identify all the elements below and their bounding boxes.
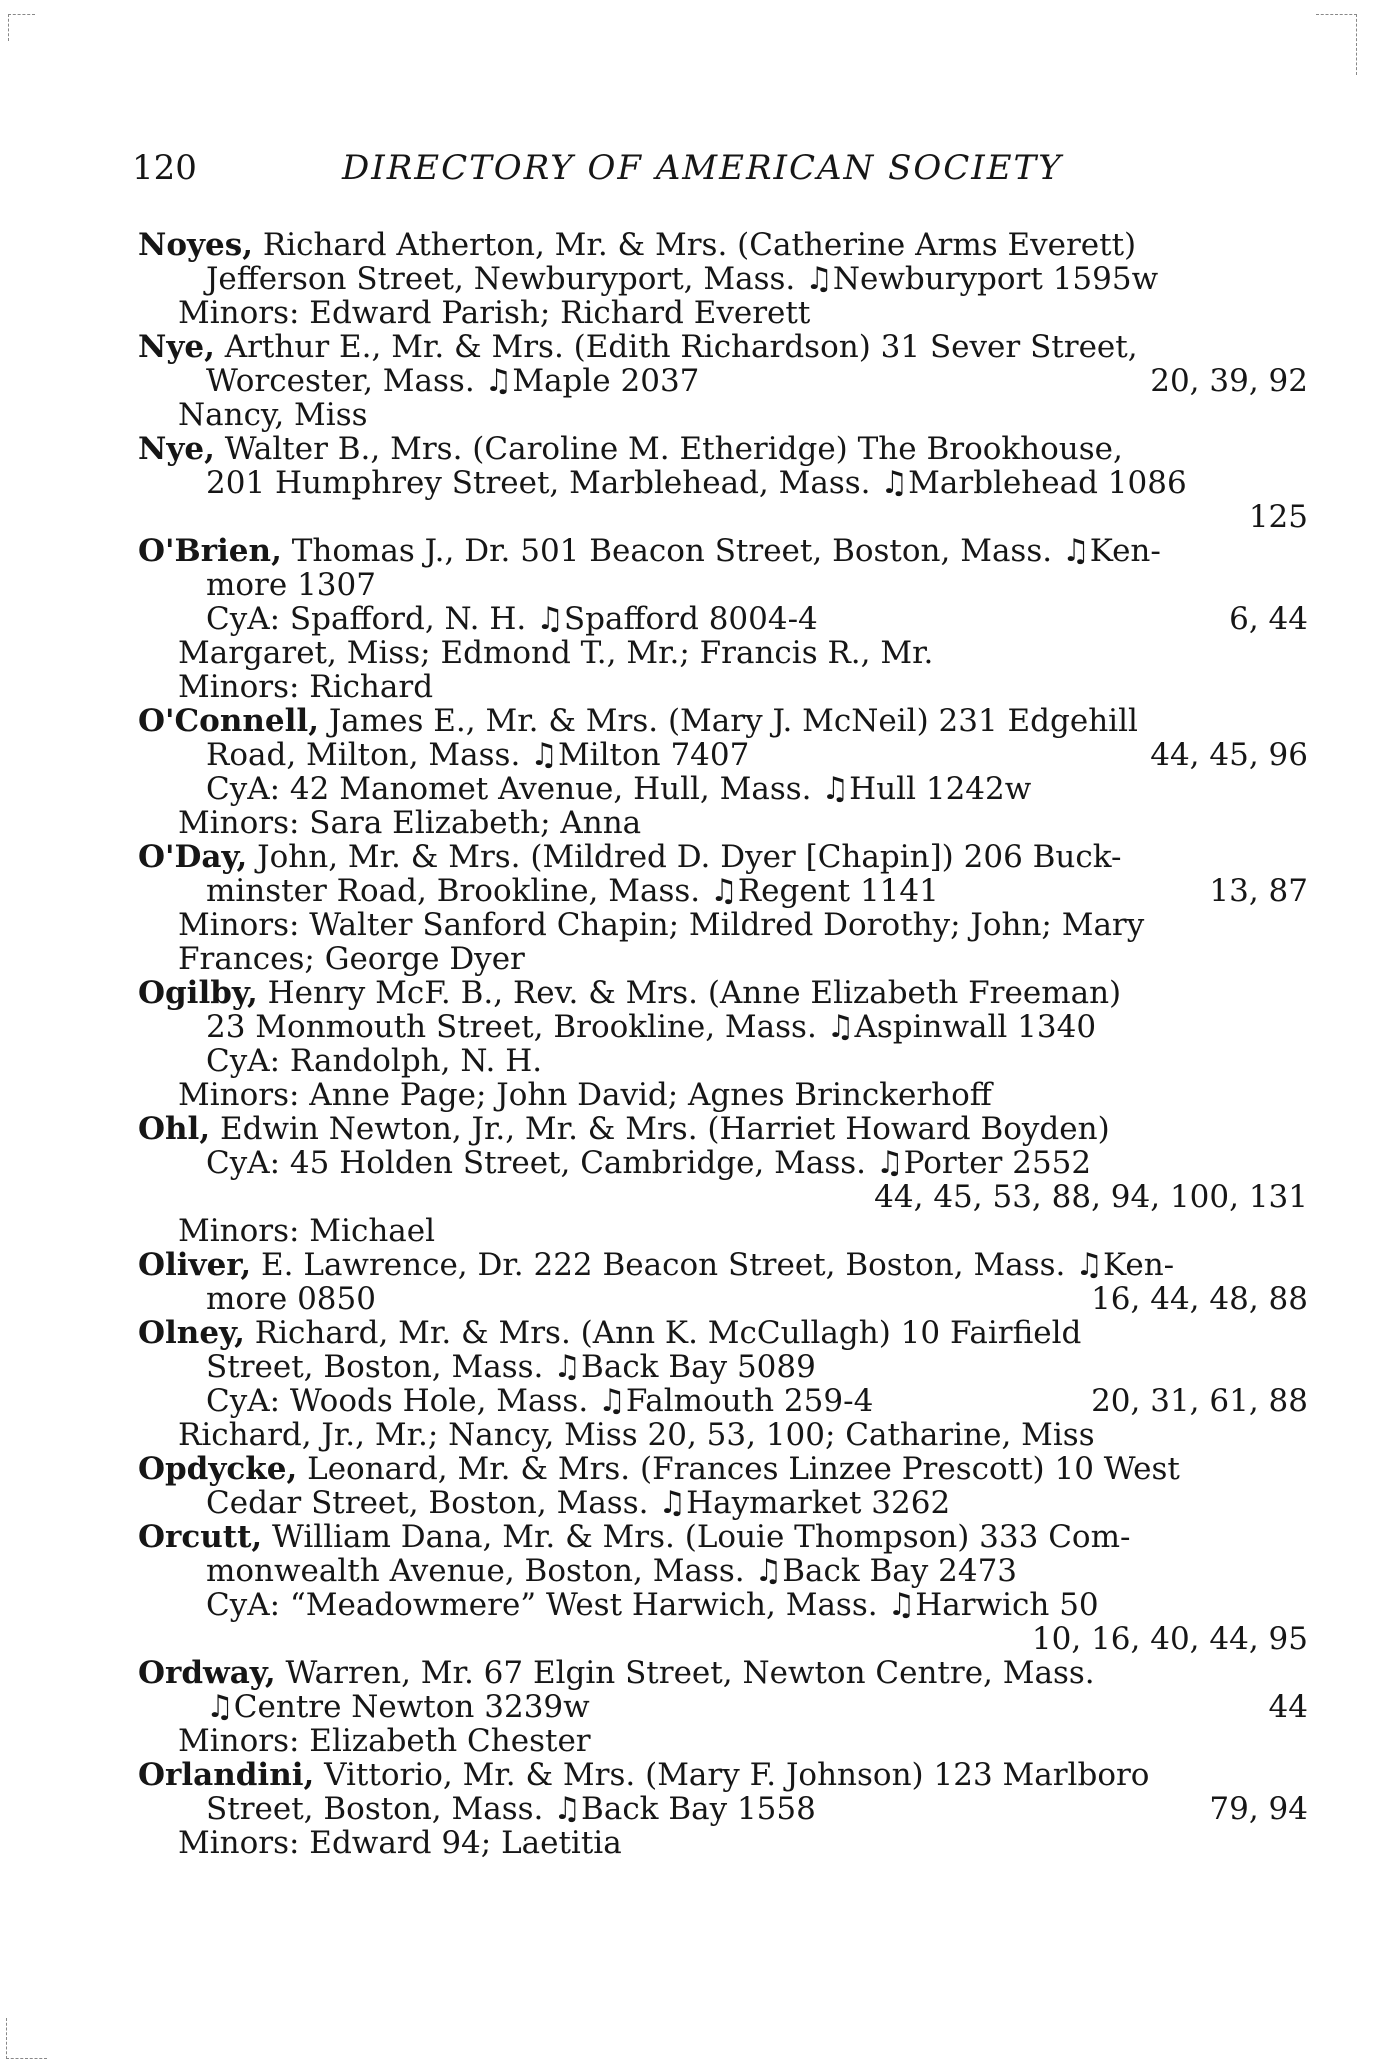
line-text xyxy=(178,636,933,670)
line-text xyxy=(138,704,1138,738)
line-text xyxy=(206,772,1031,806)
directory-line xyxy=(138,670,1308,704)
surname: Nye, xyxy=(138,431,215,467)
directory-line xyxy=(138,1520,1308,1554)
line-text xyxy=(138,330,1138,364)
directory-line xyxy=(138,1180,1308,1214)
directory-line xyxy=(138,1758,1308,1792)
line-text xyxy=(138,534,1161,568)
directory-line xyxy=(138,772,1308,806)
directory-line xyxy=(138,1656,1308,1690)
line-text xyxy=(138,840,1121,874)
reference-numbers: 10, 16, 40, 44, 95 xyxy=(1031,1621,1308,1657)
reference-numbers: 125 xyxy=(1248,499,1308,535)
entry-text: CyA: “Meadowmere” West Harwich, Mass. ♫Harwich 50 xyxy=(206,1587,1099,1623)
directory-line xyxy=(138,1690,1308,1724)
scan-edge-bottom-left xyxy=(6,2018,47,2059)
page-number: 120 xyxy=(132,148,197,188)
line-text xyxy=(178,1418,1095,1452)
directory-line xyxy=(138,500,1308,534)
scan-edge-top-right xyxy=(1316,14,1357,75)
line-text xyxy=(178,942,525,976)
directory-entries xyxy=(138,228,1308,1860)
entry-text: Leonard, Mr. & Mrs. (Frances Linzee Prescott) 10 West xyxy=(297,1451,1180,1487)
directory-line xyxy=(138,1452,1308,1486)
directory-line xyxy=(138,1282,1308,1316)
entry-text: Vittorio, Mr. & Mrs. (Mary F. Johnson) 123 Marlboro xyxy=(314,1757,1150,1793)
entry-text: 201 Humphrey Street, Marblehead, Mass. ♫Marblehead 1086 xyxy=(206,465,1187,501)
directory-line xyxy=(138,1248,1308,1282)
surname: Noyes, xyxy=(138,227,253,263)
directory-line xyxy=(138,228,1308,262)
entry-text: John, Mr. & Mrs. (Mildred D. Dyer [Chapin]) 206 Buck- xyxy=(247,839,1122,875)
directory-line xyxy=(138,262,1308,296)
surname: Ordway, xyxy=(138,1655,276,1691)
entry-text: James E., Mr. & Mrs. (Mary J. McNeil) 231 Edgehill xyxy=(319,703,1138,739)
line-text xyxy=(138,1112,1110,1146)
directory-line xyxy=(138,568,1308,602)
line-text xyxy=(206,568,376,602)
page-header xyxy=(132,148,1312,198)
line-text xyxy=(138,1452,1180,1486)
entry-text: Richard, Mr. & Mrs. (Ann K. McCullagh) 10 Fairfield xyxy=(244,1315,1082,1351)
reference-numbers: 44, 45, 96 xyxy=(1150,737,1308,773)
line-text xyxy=(206,466,1187,500)
line-text xyxy=(206,602,818,636)
line-text xyxy=(178,806,641,840)
line-text xyxy=(206,1384,873,1418)
line-text xyxy=(206,1146,1091,1180)
entry-text: 23 Monmouth Street, Brookline, Mass. ♫Aspinwall 1340 xyxy=(206,1009,1097,1045)
directory-line xyxy=(138,806,1308,840)
line-text xyxy=(206,1010,1096,1044)
line-text xyxy=(138,1248,1174,1282)
entry-text: CyA: Spafford, N. H. ♫Spafford 8004-4 xyxy=(206,601,818,637)
entry-text: Nancy, Miss xyxy=(178,397,368,433)
entry-text: monwealth Avenue, Boston, Mass. ♫Back Bay 2473 xyxy=(206,1553,1018,1589)
entry-text: CyA: 45 Holden Street, Cambridge, Mass. ♫Porter 2552 xyxy=(206,1145,1092,1181)
line-text xyxy=(206,262,1158,296)
entry-text: Arthur E., Mr. & Mrs. (Edith Richardson) 31 Sever Street, xyxy=(214,329,1138,365)
surname: O'Day, xyxy=(138,839,248,875)
entry-text: Frances; George Dyer xyxy=(178,941,525,977)
line-text xyxy=(138,432,1123,466)
line-text xyxy=(206,1554,1017,1588)
directory-line xyxy=(138,840,1308,874)
directory-line xyxy=(138,1214,1308,1248)
directory-line xyxy=(138,1316,1308,1350)
directory-line xyxy=(138,398,1308,432)
entry-text: ♫Centre Newton 3239w xyxy=(206,1689,590,1725)
page-title: DIRECTORY OF AMERICAN SOCIETY xyxy=(342,148,1063,188)
surname: O'Connell, xyxy=(138,703,319,739)
line-text xyxy=(206,364,699,398)
entry-text: Street, Boston, Mass. ♫Back Bay 1558 xyxy=(206,1791,816,1827)
entry-text: William Dana, Mr. & Mrs. (Louie Thompson) 333 Com- xyxy=(262,1519,1131,1555)
reference-numbers: 6, 44 xyxy=(1229,601,1308,637)
directory-line xyxy=(138,1350,1308,1384)
directory-line xyxy=(138,1588,1308,1622)
entry-text: Jefferson Street, Newburyport, Mass. ♫Newburyport 1595w xyxy=(206,261,1159,297)
entry-text: Minors: Richard xyxy=(178,669,434,705)
line-text xyxy=(206,1486,950,1520)
reference-numbers: 44, 45, 53, 88, 94, 100, 131 xyxy=(874,1179,1308,1215)
surname: Orcutt, xyxy=(138,1519,263,1555)
entry-text: Minors: Edward Parish; Richard Everett xyxy=(178,295,811,331)
reference-numbers: 13, 87 xyxy=(1209,873,1308,909)
line-text xyxy=(138,1316,1081,1350)
scan-edge-top-left xyxy=(8,14,35,41)
entry-text: Minors: Edward 94; Laetitia xyxy=(178,1825,622,1861)
directory-line xyxy=(138,364,1308,398)
line-text xyxy=(178,1078,992,1112)
reference-numbers: 79, 94 xyxy=(1209,1791,1308,1827)
entry-text: Minors: Michael xyxy=(178,1213,436,1249)
directory-line xyxy=(138,1418,1308,1452)
line-text xyxy=(206,738,749,772)
entry-text: Richard Atherton, Mr. & Mrs. (Catherine Arms Everett) xyxy=(253,227,1137,263)
entry-text: more 0850 xyxy=(206,1281,376,1317)
entry-text: Walter B., Mrs. (Caroline M. Etheridge) The Brookhouse, xyxy=(214,431,1123,467)
entry-text: Minors: Anne Page; John David; Agnes Brinckerhoff xyxy=(178,1077,992,1113)
surname: Ogilby, xyxy=(138,975,258,1011)
directory-line xyxy=(138,1554,1308,1588)
surname: O'Brien, xyxy=(138,533,282,569)
entry-text: Henry McF. B., Rev. & Mrs. (Anne Elizabeth Freeman) xyxy=(257,975,1122,1011)
entry-text: Street, Boston, Mass. ♫Back Bay 5089 xyxy=(206,1349,816,1385)
entry-text: CyA: 42 Manomet Avenue, Hull, Mass. ♫Hull 1242w xyxy=(206,771,1032,807)
entry-text: Road, Milton, Mass. ♫Milton 7407 xyxy=(206,737,750,773)
line-text xyxy=(178,1826,622,1860)
directory-line xyxy=(138,738,1308,772)
line-text xyxy=(178,398,368,432)
line-text xyxy=(178,296,810,330)
line-text xyxy=(138,1758,1149,1792)
entry-text: Minors: Elizabeth Chester xyxy=(178,1723,591,1759)
directory-line xyxy=(138,636,1308,670)
reference-numbers: 20, 39, 92 xyxy=(1150,363,1308,399)
entry-text: CyA: Randolph, N. H. xyxy=(206,1043,543,1079)
directory-line xyxy=(138,1622,1308,1656)
entry-text: Richard, Jr., Mr.; Nancy, Miss 20, 53, 100; Catharine, Miss xyxy=(178,1417,1095,1453)
line-text xyxy=(138,1520,1130,1554)
line-text xyxy=(178,1214,435,1248)
directory-line xyxy=(138,602,1308,636)
entry-text: Minors: Walter Sanford Chapin; Mildred Dorothy; John; Mary xyxy=(178,907,1145,943)
directory-line xyxy=(138,330,1308,364)
directory-line xyxy=(138,1792,1308,1826)
line-text xyxy=(206,1044,542,1078)
line-text xyxy=(138,976,1121,1010)
entry-text: Cedar Street, Boston, Mass. ♫Haymarket 3262 xyxy=(206,1485,951,1521)
surname: Olney, xyxy=(138,1315,245,1351)
surname: Orlandini, xyxy=(138,1757,315,1793)
surname: Opdycke, xyxy=(138,1451,298,1487)
entry-text: minster Road, Brookline, Mass. ♫Regent 1141 xyxy=(206,873,939,909)
surname: Nye, xyxy=(138,329,215,365)
line-text xyxy=(178,908,1144,942)
line-text xyxy=(206,1350,816,1384)
entry-text: Margaret, Miss; Edmond T., Mr.; Francis R., Mr. xyxy=(178,635,934,671)
line-text xyxy=(206,874,939,908)
entry-text: CyA: Woods Hole, Mass. ♫Falmouth 259-4 xyxy=(206,1383,874,1419)
directory-line xyxy=(138,1826,1308,1860)
surname: Oliver, xyxy=(138,1247,252,1283)
directory-line xyxy=(138,432,1308,466)
entry-text: E. Lawrence, Dr. 222 Beacon Street, Boston, Mass. ♫Ken- xyxy=(251,1247,1175,1283)
directory-line xyxy=(138,704,1308,738)
reference-numbers: 44 xyxy=(1268,1689,1308,1725)
directory-line xyxy=(138,908,1308,942)
reference-numbers: 16, 44, 48, 88 xyxy=(1091,1281,1308,1317)
directory-line xyxy=(138,1112,1308,1146)
line-text xyxy=(178,1724,591,1758)
surname: Ohl, xyxy=(138,1111,211,1147)
directory-line xyxy=(138,1384,1308,1418)
entry-text: Worcester, Mass. ♫Maple 2037 xyxy=(206,363,700,399)
line-text xyxy=(178,670,433,704)
entry-text: Warren, Mr. 67 Elgin Street, Newton Centre, Mass. xyxy=(275,1655,1095,1691)
directory-line xyxy=(138,296,1308,330)
line-text xyxy=(138,1656,1095,1690)
line-text xyxy=(206,1282,376,1316)
line-text xyxy=(138,228,1136,262)
directory-line xyxy=(138,534,1308,568)
directory-line xyxy=(138,1486,1308,1520)
entry-text: more 1307 xyxy=(206,567,376,603)
entry-text: Thomas J., Dr. 501 Beacon Street, Boston, Mass. ♫Ken- xyxy=(281,533,1161,569)
directory-line xyxy=(138,874,1308,908)
directory-line xyxy=(138,1078,1308,1112)
directory-line xyxy=(138,1146,1308,1180)
directory-line xyxy=(138,1044,1308,1078)
directory-line xyxy=(138,976,1308,1010)
directory-line xyxy=(138,942,1308,976)
directory-line xyxy=(138,1724,1308,1758)
line-text xyxy=(206,1792,816,1826)
line-text xyxy=(206,1690,590,1724)
directory-line xyxy=(138,466,1308,500)
entry-text: Minors: Sara Elizabeth; Anna xyxy=(178,805,642,841)
line-text xyxy=(206,1588,1099,1622)
entry-text: Edwin Newton, Jr., Mr. & Mrs. (Harriet Howard Boyden) xyxy=(210,1111,1110,1147)
reference-numbers: 20, 31, 61, 88 xyxy=(1091,1383,1308,1419)
directory-line xyxy=(138,1010,1308,1044)
